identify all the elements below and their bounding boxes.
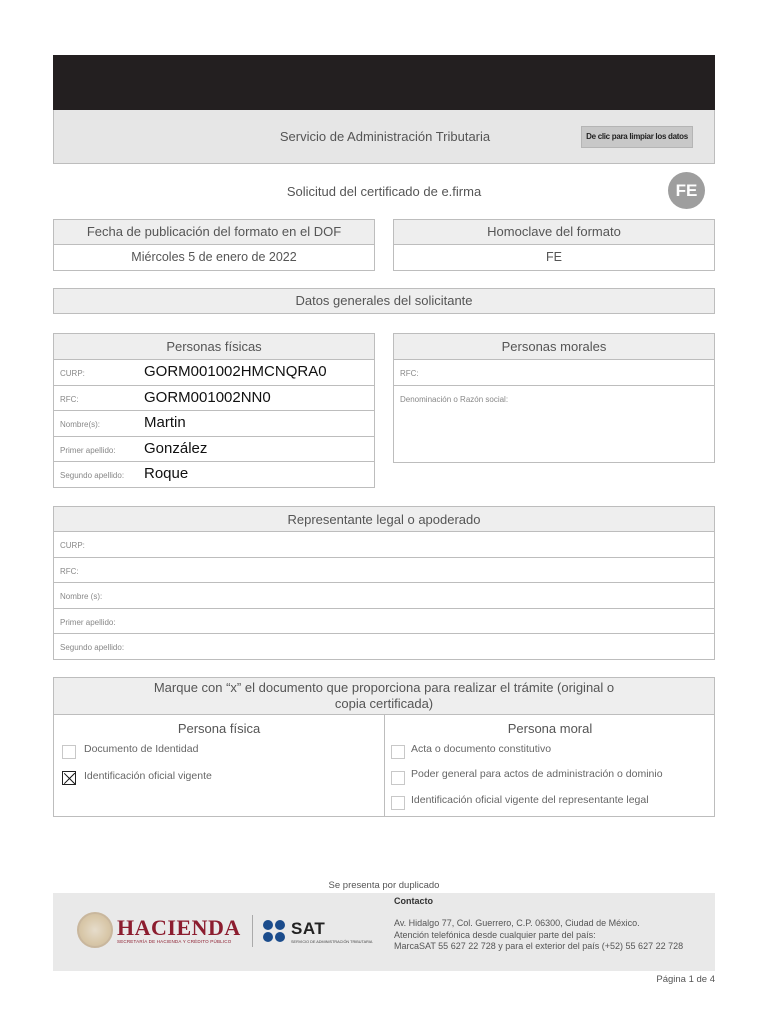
fisica-primer-apellido-value[interactable]: González	[144, 439, 208, 457]
homoclave-value: FE	[546, 250, 562, 264]
hacienda-logo-text: HACIENDA	[117, 915, 241, 940]
fisica-rfc-label: RFC:	[60, 394, 79, 404]
hacienda-seal-icon	[77, 912, 113, 948]
documentos-title-line1: Marque con “x” el documento que proporciona para realizar el trámite (original o	[153, 680, 615, 695]
personas-morales-box	[393, 333, 715, 463]
fisica-curp-label: CURP:	[60, 369, 85, 378]
fisica-nombre-value[interactable]: Martin	[144, 414, 186, 431]
sat-logo-subtitle: SERVICIO DE ADMINISTRACIÓN TRIBUTARIA	[291, 940, 373, 944]
persona-fisica-title: Persona física	[177, 721, 261, 736]
fisica-nombre-label: Nombre(s):	[60, 420, 101, 429]
option-acta-constitutivo: Acta o documento constitutivo	[411, 743, 552, 755]
fisica-primer-apellido-row[interactable]	[54, 437, 374, 463]
checkbox-documento-identidad[interactable]	[62, 745, 76, 759]
rep-primer-apellido-label: Primer apellido:	[60, 617, 116, 627]
moral-razon-label: Denominación o Razón social:	[400, 394, 509, 404]
rep-rfc-row[interactable]	[54, 558, 714, 584]
representante-box	[53, 506, 715, 660]
publication-label: Fecha de publicación del formato en el DOF	[54, 220, 374, 245]
homoclave-label: Homoclave del formato	[394, 220, 714, 245]
rep-nombre-label: Nombre (s):	[60, 592, 103, 601]
option-poder-general: Poder general para actos de administración o dominio	[411, 768, 663, 780]
checkbox-acta-constitutivo[interactable]	[391, 745, 405, 759]
personas-fisicas-box	[53, 333, 375, 488]
homoclave-box	[393, 219, 715, 271]
rep-nombre-row[interactable]	[54, 583, 714, 609]
fe-badge: FE	[668, 172, 705, 209]
page-number: Página 1 de 4	[656, 974, 715, 985]
checkbox-poder-general[interactable]	[391, 771, 405, 785]
moral-razon-row[interactable]	[394, 386, 714, 462]
rep-rfc-label: RFC:	[60, 566, 79, 576]
clear-data-button[interactable]: De clic para limpiar los datos	[581, 126, 693, 148]
personas-morales-title: Personas morales	[394, 334, 714, 360]
form-title: Solicitud del certificado de e.firma	[286, 184, 482, 199]
contact-address: Av. Hidalgo 77, Col. Guerrero, C.P. 06300, Ciudad de México.	[394, 918, 640, 928]
sat-logo-text: SAT	[291, 919, 326, 938]
documentos-title	[54, 678, 714, 715]
fisica-segundo-apellido-row[interactable]	[54, 462, 374, 488]
option-documento-identidad: Documento de Identidad	[84, 743, 199, 755]
general-section-header	[53, 288, 715, 314]
footer-panel	[53, 893, 715, 971]
rep-curp-label: CURP:	[60, 541, 85, 550]
sat-logo-icon	[263, 920, 287, 944]
logo-divider	[252, 915, 253, 947]
publication-box	[53, 219, 375, 271]
checkbox-identificacion-oficial[interactable]	[62, 771, 76, 785]
fisica-segundo-apellido-label: Segundo apellido:	[60, 471, 125, 480]
header-banner	[53, 55, 715, 110]
agency-bar	[53, 110, 715, 164]
fisica-rfc-row[interactable]	[54, 386, 374, 412]
fisica-primer-apellido-label: Primer apellido:	[60, 445, 116, 455]
contact-title: Contacto	[394, 896, 433, 906]
documentos-box	[53, 677, 715, 817]
moral-rfc-label: RFC:	[400, 369, 419, 378]
fisica-nombre-row[interactable]	[54, 411, 374, 437]
persona-moral-title: Persona moral	[507, 721, 593, 736]
agency-title: Servicio de Administración Tributaria	[279, 129, 491, 144]
option-identificacion-oficial: Identificación oficial vigente	[84, 770, 212, 782]
duplicate-note: Se presenta por duplicado	[328, 880, 440, 891]
fisica-segundo-apellido-value[interactable]: Roque	[144, 465, 189, 482]
moral-rfc-row[interactable]	[394, 360, 714, 386]
rep-segundo-apellido-label: Segundo apellido:	[60, 643, 125, 652]
rep-primer-apellido-row[interactable]	[54, 609, 714, 635]
documentos-title-line2: copia certificada)	[334, 696, 434, 711]
contact-phone-label: Atención telefónica desde cualquier parte del país:	[394, 930, 596, 940]
option-identificacion-representante: Identificación oficial vigente del representante legal	[411, 794, 649, 806]
representante-title: Representante legal o apoderado	[54, 507, 714, 532]
fisica-curp-value[interactable]: GORM001002HMCNQRA0	[144, 363, 327, 380]
rep-curp-row[interactable]	[54, 532, 714, 558]
personas-fisicas-title: Personas físicas	[54, 334, 374, 360]
checkbox-identificacion-representante[interactable]	[391, 796, 405, 810]
fisica-rfc-value[interactable]: GORM001002NN0	[144, 388, 271, 406]
contact-phone-numbers: MarcaSAT 55 627 22 728 y para el exterior del país (+52) 55 627 22 728	[394, 941, 684, 951]
rep-segundo-apellido-row[interactable]	[54, 634, 714, 660]
fisica-curp-row[interactable]	[54, 360, 374, 386]
hacienda-logo-subtitle: SECRETARÍA DE HACIENDA Y CRÉDITO PÚBLICO	[117, 939, 232, 944]
general-section-title: Datos generales del solicitante	[295, 293, 473, 308]
publication-value: Miércoles 5 de enero de 2022	[131, 250, 297, 264]
